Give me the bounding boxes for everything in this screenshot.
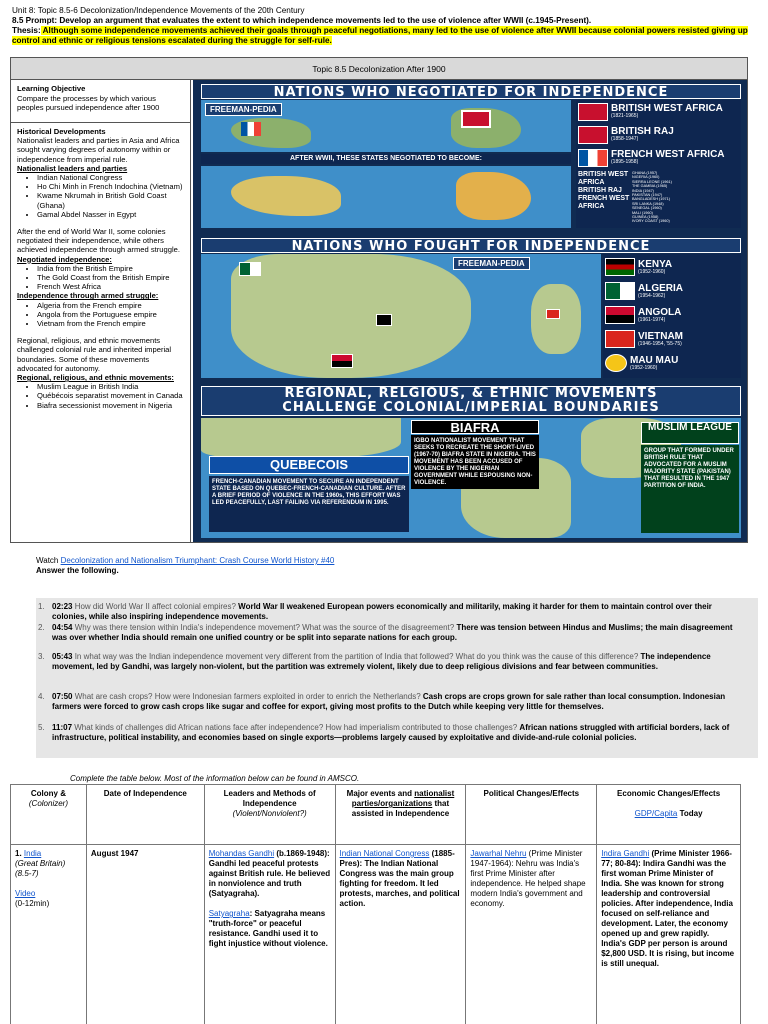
answer-text: The independence movement, led by Gandhi, was largely non-violent, but the partition was extremely violent, likely due to deep religious divisions and fear between communities.	[52, 652, 711, 671]
crash-course-video-link[interactable]: Decolonization and Nationalism Triumphant: Crash Course World History #40	[60, 556, 335, 565]
gdp-capita-link[interactable]: GDP/Capita	[634, 809, 678, 818]
flag-row	[578, 102, 739, 121]
question-number: 5.	[38, 723, 45, 732]
successor-states	[578, 171, 739, 224]
freeman-pedia-badge: FREEMAN-PEDIA	[205, 103, 282, 116]
col-leaders	[204, 785, 335, 845]
learning-objective-cell	[11, 80, 190, 123]
col-colony-label: Colony &	[30, 789, 66, 798]
list-item: • Kwame Nkrumah in British Gold Coast (Ghana)	[37, 191, 184, 209]
col-events-label-a: Major events and	[346, 789, 415, 798]
regional-title-line-1: REGIONAL, RELGIOUS, & ETHNIC MOVEMENTS	[284, 386, 658, 401]
list-item: • Algeria from the French empire	[37, 301, 184, 310]
biafra-name: BIAFRA	[450, 420, 500, 435]
quebecois-label	[209, 456, 409, 474]
indira-text: (Prime Minister 1966-77; 80-84): Indira Gandhi was the first woman Prime Minister of India. She was known for strong leadership and controversial policies. After independence, India focused on self-reliance and development. Later, the economy opened up and grew rapidly. India's GDP per person is around $2,800 USD. It is rising, but income is still unequal.	[601, 849, 735, 968]
hd-list-3	[31, 301, 184, 329]
freeman-pedia-badge: FREEMAN-PEDIA	[453, 257, 530, 270]
list-item: • Gamal Abdel Nasser in Egypt	[37, 210, 184, 219]
thesis-label: Thesis:	[12, 26, 41, 35]
flag-date: (1895-1958)	[611, 159, 639, 165]
fought-panel	[201, 238, 741, 380]
muslim-league-description: GROUP THAT FORMED UNDER BRITISH RULE THAT ADVOCATED FOR A MUSLIM MAJORITY STATE (PAKISTAN) THAT RESULTED IN THE 1947 PARTITION OF INDIA.	[641, 445, 739, 533]
prompt-label: 8.5 Prompt:	[12, 16, 58, 25]
question-1	[38, 602, 748, 622]
north-america-land	[201, 418, 401, 458]
lo-heading: Learning Objective	[17, 84, 86, 93]
nehru-link[interactable]: Jawarhal Nehru	[470, 849, 527, 858]
muslim-league-label: MUSLIM LEAGUE	[641, 422, 739, 444]
decolonization-infographic	[193, 80, 747, 542]
regional-panel-title	[201, 386, 741, 416]
col-colony	[11, 785, 87, 845]
col-political: Political Changes/Effects	[466, 785, 597, 845]
state-item: IVORY COAST (1960)	[632, 219, 670, 224]
table-row	[11, 845, 741, 1024]
topic-title: Topic 8.5 Decolonization After 1900	[11, 58, 747, 80]
list-item: • Ho Chi Minh in French Indochina (Vietnam)	[37, 182, 184, 191]
flag-date: (1954-1962)	[638, 292, 666, 299]
col-events-label-b: that assisted in Independence	[351, 799, 450, 818]
list-item: • Indian National Congress	[37, 173, 184, 182]
flag-row	[605, 303, 739, 327]
hd-subheading-1: Nationalist leaders and parties	[17, 163, 128, 173]
table-header-row	[11, 785, 741, 845]
biafra-label	[411, 420, 539, 434]
flag-date: (1821-1965)	[611, 113, 639, 119]
flag-date: (1946-1954, '55-75)	[638, 340, 682, 347]
gandhi-text: (b.1869-1948): Gandhi led peaceful protests against British rule. He believed in nonviolence and truth (Satyagraha).	[208, 849, 331, 898]
successor-state-list	[632, 171, 739, 224]
list-item: • Muslim League in British India	[37, 382, 184, 391]
answer-text: African nations struggled with artificial borders, lack of infrastructure, political instability, and economies based on single exports—problems largely caused by exploitative and divide-and-rule colonial policies.	[52, 723, 730, 742]
question-4	[38, 692, 748, 712]
cell-colony	[11, 845, 87, 1024]
question-text: Why was there tension within India's independence movement? What was the source of the disagreement?	[72, 623, 457, 632]
col-events	[335, 785, 466, 845]
lo-text: Compare the processes by which various peoples pursued independence after 1900	[17, 93, 160, 112]
thesis-line	[12, 26, 757, 46]
answer-text: World War II weakened European powers economically and militarily, making it harder for them to maintain control over their colonies, while also inspiring independence movements.	[52, 602, 712, 621]
hd-subheading-4: Regional, religious, and ethnic movements:	[17, 373, 174, 383]
hd-subheading-3: Independence through armed struggle:	[17, 291, 159, 301]
flag-date: (1952-1960)	[630, 364, 658, 371]
flag-name: MAU MAU	[630, 354, 679, 366]
question-number: 4.	[38, 692, 45, 701]
regional-map	[201, 418, 741, 538]
hd-text-2: After the end of World War II, some colonies negotiated their independence, while others achieved independence through armed struggle.	[17, 227, 180, 255]
answer-text: There was tension between Hindus and Muslims; the main disagreement was over whether India should remain one unified country or be split into separate nations for each group.	[52, 623, 733, 642]
successor-colony-labels	[578, 171, 630, 224]
video-questions	[36, 598, 758, 758]
hd-heading: Historical Developments	[17, 127, 106, 136]
list-item: • Vietnam from the French empire	[37, 319, 184, 328]
flag-name: BRITISH RAJ	[611, 126, 674, 137]
algeria-flag-icon	[239, 262, 261, 276]
state-item: MALI (1960)	[632, 210, 653, 215]
colony-label: BRITISH WEST AFRICA	[578, 171, 629, 186]
west-africa-states-land	[231, 176, 341, 216]
list-item: • Québécois separatist movement in Canada	[37, 391, 184, 400]
biafra-description: IGBO NATIONALIST MOVEMENT THAT SEEKS TO RECREATE THE SHORT-LIVED (1967-70) BIAFRA STATE IN NIGERIA. THIS MOVEMENT HAS BEEN ACCUSED OF VIOLENCE BY THE NIGERIAN GOVERNMENT WHILE ESPOUSING NON-VIOLENCE.	[411, 435, 539, 489]
hd-text-3: Regional, religious, and ethnic movements challenged colonial rule and inherited imperial boundaries. Some of these movements advocated for autonomy.	[17, 336, 172, 373]
col-leaders-label: Leaders and Methods of Independence	[223, 789, 316, 808]
question-text: In what way was the Indian independence movement very different from the partition of India that followed? What do you think was the cause of this difference?	[72, 652, 641, 661]
fought-map	[201, 254, 601, 378]
france-flag-icon	[241, 122, 261, 136]
state-item: NIGERIA (1960)	[632, 175, 660, 180]
colony-line	[15, 849, 82, 859]
british-flag-icon	[578, 103, 608, 121]
indira-link[interactable]: Indira Gandhi	[601, 849, 650, 858]
watch-prefix: Watch	[36, 556, 61, 565]
quebecois-description: FRENCH-CANADIAN MOVEMENT TO SECURE AN INDEPENDENT STATE BASED ON QUEBEC-FRENCH-CANADIAN CULTURE. AFTER A BRIEF PERIOD OF VIOLENCE IN THE 1960s, THIS EFFORT WAS LED PEACEFULLY, LAST FAILING VIA REFERENDUM IN 1995.	[209, 476, 409, 532]
british-raj-flag-icon	[578, 126, 608, 144]
cell-events	[335, 845, 466, 1024]
angola-flag-icon	[331, 354, 353, 368]
question-2	[38, 623, 748, 643]
colony-label: BRITISH RAJ	[578, 187, 622, 194]
inc-link[interactable]: Indian National Congress	[339, 849, 430, 858]
fought-flag-list	[603, 254, 741, 378]
gandhi-link[interactable]: Mohandas Gandhi	[208, 849, 275, 858]
flag-name: KENYA	[638, 258, 673, 270]
state-item: SRI LANKA (1948)	[632, 201, 664, 206]
col-colony-sub: (Colonizer)	[28, 799, 69, 808]
col-economic-label: Economic Changes/Effects	[617, 789, 721, 798]
watch-line	[36, 556, 334, 566]
inc-text: (1885-Pres): The Indian National Congress was the main group fighting for freedom. It led protests, marches, and political action.	[339, 849, 460, 908]
gdp-today-label: Today	[677, 809, 703, 818]
cell-date: August 1947	[86, 845, 204, 1024]
colonizer: (Great Britain)	[15, 859, 66, 868]
flag-date: (1858-1947)	[611, 136, 639, 142]
col-events-label-u: nationalist parties/organizations	[351, 789, 455, 808]
kenya-flag-icon	[376, 314, 392, 326]
satyagraha-link[interactable]: Satyagraha	[208, 909, 250, 918]
video-link[interactable]: Video	[15, 889, 36, 898]
topic-left-column	[11, 80, 191, 542]
kenya-flag-icon	[605, 258, 635, 276]
list-item: • The Gold Coast from the British Empire	[37, 273, 184, 282]
hd-list-1	[31, 173, 184, 219]
table-instruction: Complete the table below. Most of the information below can be found in AMSCO.	[70, 774, 360, 783]
hd-subheading-2: Negotiated independence:	[17, 254, 112, 264]
timestamp: 05:43	[52, 652, 73, 661]
video-time: (0-12min)	[15, 899, 50, 908]
state-item: SIERRA LEONE (1961)	[632, 179, 672, 184]
timestamp: 11:07	[52, 723, 73, 732]
flag-name: FRENCH WEST AFRICA	[611, 149, 725, 160]
question-number: 2.	[38, 623, 45, 632]
negotiated-panel-title: NATIONS WHO NEGOTIATED FOR INDEPENDENCE	[201, 84, 741, 99]
south-asia-states-land	[456, 172, 531, 220]
flag-row	[605, 279, 739, 303]
col-leaders-sub: (Violent/Nonviolent?)	[232, 809, 307, 818]
question-text: What kinds of challenges did African nations face after independence? How had imperialism contributed to those challenges?	[72, 723, 520, 732]
flag-row	[578, 148, 739, 167]
vietnam-flag-icon	[605, 330, 635, 348]
algeria-flag-icon	[605, 282, 635, 300]
flag-name: ANGOLA	[638, 306, 682, 318]
satyagraha-text: : Satyagraha means "truth-force" or peaceful resistance. Gandhi used it to fight injustice without violence.	[208, 909, 328, 948]
timestamp: 02:23	[52, 602, 73, 611]
southeast-asia-land	[531, 284, 581, 354]
negotiated-flag-list	[576, 100, 741, 228]
flag-date: (1961-1974)	[638, 316, 666, 323]
row-number: 1.	[15, 849, 24, 858]
flag-row	[578, 125, 739, 144]
col-economic	[597, 785, 741, 845]
india-link[interactable]: India	[23, 849, 42, 858]
watch-instructions	[36, 556, 334, 576]
nehru-text: (Prime Minister 1947-1964): Nehru was India's first Prime Minister after independence. He helped shape modern India's government and economy.	[470, 849, 586, 908]
french-flag-icon	[578, 149, 608, 167]
flag-name: ALGERIA	[638, 282, 683, 294]
independence-table	[10, 784, 741, 1024]
prompt-line	[12, 16, 757, 26]
state-item: INDIA (1947)	[632, 188, 654, 193]
topic-ref: (8.5-7)	[15, 869, 39, 878]
cell-economic	[597, 845, 741, 1024]
thesis-text: Although some independence movements achieved their goals through peaceful negotiations, many led to the use of violence after WWII because colonial powers resisted giving up control and ethnic or religious tensions escalated during the struggle for self-rule.	[12, 26, 748, 45]
cell-political	[466, 845, 597, 1024]
vietnam-flag-icon	[546, 309, 560, 319]
quebecois-name: QUEBECOIS	[269, 457, 348, 472]
answer-text: Cash crops are crops grown for sale rather than local consumption. Indonesian farmers were forced to grow cash crops like sugar and coffee for export, giving most profits to the Dutch while keeping very little for themselves.	[52, 692, 726, 711]
negotiated-banner: AFTER WWII, THESE STATES NEGOTIATED TO BECOME:	[201, 154, 571, 164]
angola-flag-icon	[605, 306, 635, 324]
flag-date: (1952-1960)	[638, 268, 666, 275]
regional-panel	[201, 386, 741, 538]
timestamp: 07:50	[52, 692, 73, 701]
state-item: PAKISTAN (1947)	[632, 193, 663, 198]
negotiated-map-top	[201, 100, 571, 152]
question-number: 1.	[38, 602, 45, 611]
answer-instruction: Answer the following.	[36, 566, 119, 575]
hd-list-2	[31, 264, 184, 292]
flag-row	[605, 255, 739, 279]
timestamp: 04:54	[52, 623, 73, 632]
list-item: • Biafra secessionist movement in Nigeria	[37, 401, 184, 410]
prompt-text: Develop an argument that evaluates the extent to which independence movements led to the use of violence after WWII (c.1945-Present).	[57, 16, 592, 25]
fought-panel-title: NATIONS WHO FOUGHT FOR INDEPENDENCE	[201, 238, 741, 253]
state-item: GUINEA (1958)	[632, 215, 659, 220]
list-item: • Angola from the Portuguese empire	[37, 310, 184, 319]
colony-label: FRENCH WEST AFRICA	[578, 195, 630, 210]
flag-name: VIETNAM	[638, 330, 683, 342]
hd-list-4	[31, 382, 184, 410]
question-text: How did World War II affect colonial empires?	[72, 602, 239, 611]
question-3	[38, 652, 748, 672]
unit-title: Unit 8: Topic 8.5-6 Decolonization/Independence Movements of the 20th Century	[12, 6, 305, 15]
flag-name: BRITISH WEST AFRICA	[611, 103, 723, 114]
question-5	[38, 723, 748, 743]
negotiated-map-bottom	[201, 166, 571, 228]
col-date: Date of Independence	[86, 785, 204, 845]
flag-row	[605, 327, 739, 351]
mau-mau-star-icon	[605, 354, 627, 372]
state-item: SENEGAL (1960)	[632, 206, 662, 211]
list-item: • French West Africa	[37, 282, 184, 291]
cell-leaders	[204, 845, 335, 1024]
historical-developments-cell	[11, 123, 190, 414]
question-text: What are cash crops? How were Indonesian farmers exploited in order to enrich the Netherlands?	[72, 692, 423, 701]
state-item: GHANA (1957)	[632, 171, 658, 175]
uk-flag-icon	[461, 110, 491, 128]
negotiated-panel	[201, 84, 741, 232]
regional-title-line-2: CHALLENGE COLONIAL/IMPERIAL BOUNDARIES	[282, 400, 660, 415]
question-number: 3.	[38, 652, 45, 661]
flag-row	[605, 351, 739, 375]
page-header	[12, 6, 757, 46]
hd-text-1: Nationalist leaders and parties in Asia and Africa sought varying degrees of autonomy within or independence from imperial rule.	[17, 136, 180, 164]
list-item: • India from the British Empire	[37, 264, 184, 273]
state-item: BANGLADESH (1971)	[632, 197, 670, 202]
state-item: THE GAMBIA (1965)	[632, 184, 668, 189]
topic-box	[10, 57, 748, 543]
